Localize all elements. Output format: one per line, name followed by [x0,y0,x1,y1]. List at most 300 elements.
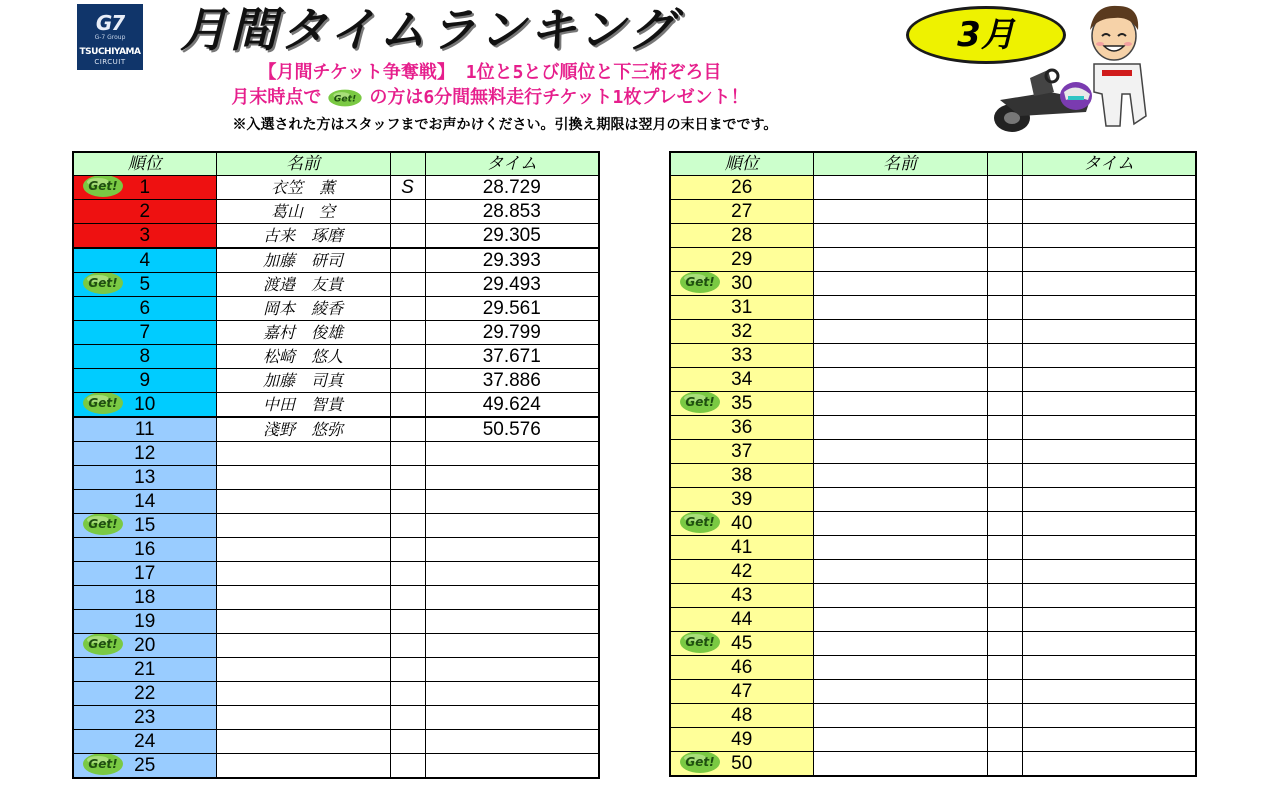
get-badge-icon [678,512,722,536]
rank-cell [670,512,813,536]
column-header-name: 名前 [216,152,390,176]
rank-number: 46 [731,656,753,678]
tsuchiyama-circuit-logo [77,4,143,70]
rank-cell [670,704,813,728]
name-cell [813,680,987,704]
name-cell: 嘉村 俊雄 [216,321,390,345]
name-cell [216,514,390,538]
get-badge-text: Get! [88,757,118,771]
rank-cell [670,272,813,296]
time-cell [1022,392,1196,416]
table-row [73,754,599,779]
rank-cell [73,224,216,249]
table-row [73,176,599,200]
flag-cell [987,224,1022,248]
table-row [73,248,599,273]
get-badge-icon [81,273,125,297]
time-cell [425,586,599,610]
name-cell [813,632,987,656]
flag-cell [390,586,425,610]
column-header-time: タイム [1022,152,1196,176]
rank-cell [73,514,216,538]
name-cell [813,224,987,248]
rank-cell [670,536,813,560]
rank-number: 42 [731,560,753,582]
name-cell: 加藤 研司 [216,248,390,273]
name-cell [216,658,390,682]
table-row [670,752,1196,777]
get-badge-icon [81,634,125,658]
name-cell [813,464,987,488]
rank-cell [73,297,216,321]
name-cell [216,610,390,634]
flag-cell [390,200,425,224]
table-row [670,272,1196,296]
table-row [73,538,599,562]
rank-number: 26 [731,176,753,198]
flag-cell [987,368,1022,392]
time-cell: 37.671 [425,345,599,369]
get-badge-icon [81,754,125,778]
ranking-table-26-50 [669,151,1197,777]
time-cell [425,562,599,586]
rank-number: 8 [139,345,151,367]
time-cell [425,754,599,779]
table-row [670,416,1196,440]
rank-cell [670,176,813,200]
time-cell [425,514,599,538]
flag-cell [987,176,1022,200]
rank-cell [670,200,813,224]
flag-cell [390,273,425,297]
rank-cell [73,490,216,514]
time-cell [1022,344,1196,368]
table-row [73,706,599,730]
time-cell [425,682,599,706]
time-cell [1022,416,1196,440]
time-cell [1022,320,1196,344]
time-cell [1022,296,1196,320]
time-cell: 29.493 [425,273,599,297]
get-badge-text: Get! [88,396,118,410]
rank-cell [670,440,813,464]
get-badge-icon [81,393,125,417]
rank-number: 11 [134,418,155,440]
get-badge-icon [678,632,722,656]
rank-number: 31 [731,296,753,318]
name-cell [813,320,987,344]
table-row [670,488,1196,512]
time-cell [1022,224,1196,248]
name-cell [813,368,987,392]
time-cell [1022,632,1196,656]
flag-cell [390,706,425,730]
time-cell [1022,464,1196,488]
table-header-row [73,152,599,176]
rank-cell [73,634,216,658]
rank-cell [73,706,216,730]
kart-driver-mascot-icon [990,0,1160,134]
rank-number: 1 [139,176,151,198]
table-row [73,658,599,682]
name-cell [216,682,390,706]
name-cell [216,538,390,562]
rank-number: 14 [134,490,156,512]
time-cell: 49.624 [425,393,599,418]
table-row [670,632,1196,656]
name-cell: 渡邉 友貴 [216,273,390,297]
rank-number: 21 [134,658,156,680]
rank-number: 15 [134,514,156,536]
table-row [73,393,599,418]
flag-cell [987,392,1022,416]
flag-cell [390,634,425,658]
column-header-rank: 順位 [73,152,216,176]
table-row [670,464,1196,488]
name-cell: 淺野 悠弥 [216,417,390,442]
name-cell [813,536,987,560]
flag-cell [390,658,425,682]
flag-cell [390,682,425,706]
flag-cell [987,416,1022,440]
table-row [73,273,599,297]
flag-cell [390,466,425,490]
name-cell: 加藤 司真 [216,369,390,393]
table-row [73,297,599,321]
rank-cell [73,658,216,682]
rank-cell [73,466,216,490]
get-badge-icon [81,176,125,200]
time-cell [425,634,599,658]
rank-cell [670,416,813,440]
ranking-table-1-25 [72,151,600,779]
rank-cell [73,586,216,610]
rank-cell [670,608,813,632]
rank-number: 43 [731,584,753,606]
name-cell [216,754,390,779]
rank-number: 29 [731,248,753,270]
flag-cell [987,320,1022,344]
rank-number: 9 [139,369,151,391]
name-cell [813,584,987,608]
name-cell [813,440,987,464]
rank-number: 6 [139,297,151,319]
get-badge-text: Get! [88,517,118,531]
flag-cell [987,704,1022,728]
flag-cell [987,440,1022,464]
name-cell [216,466,390,490]
time-cell [1022,752,1196,777]
rank-cell [73,562,216,586]
time-cell: 29.393 [425,248,599,273]
table-row [670,656,1196,680]
flag-cell [987,248,1022,272]
name-cell: 松崎 悠人 [216,345,390,369]
flag-cell [390,442,425,466]
table-row [670,608,1196,632]
name-cell [813,296,987,320]
rank-cell [670,584,813,608]
name-cell [813,416,987,440]
time-cell [425,658,599,682]
rank-number: 12 [134,442,156,464]
rank-number: 24 [134,730,156,752]
get-badge-icon [678,272,722,296]
time-cell: 28.729 [425,176,599,200]
flag-cell [987,296,1022,320]
time-cell [1022,680,1196,704]
rank-number: 47 [731,680,753,702]
get-badge-icon [325,88,365,108]
get-badge-icon [678,752,722,776]
flag-cell [390,369,425,393]
flag-cell [987,272,1022,296]
flag-cell [987,680,1022,704]
name-cell: 中田 智貴 [216,393,390,418]
flag-cell: S [390,176,425,200]
rank-number: 3 [139,224,151,246]
time-cell [1022,512,1196,536]
rank-cell [73,321,216,345]
rank-cell [73,610,216,634]
flag-cell [987,632,1022,656]
name-cell: 岡本 綾香 [216,297,390,321]
rank-cell [670,296,813,320]
flag-cell [390,610,425,634]
flag-cell [390,514,425,538]
flag-cell [390,730,425,754]
time-cell [1022,368,1196,392]
rank-number: 38 [731,464,753,486]
rank-cell [670,680,813,704]
rank-cell [670,752,813,777]
rank-number: 19 [134,610,156,632]
time-cell [425,466,599,490]
name-cell [216,442,390,466]
table-row [670,512,1196,536]
rank-cell [670,632,813,656]
name-cell [813,560,987,584]
table-header-row [670,152,1196,176]
name-cell [813,200,987,224]
table-row [73,345,599,369]
table-row [73,730,599,754]
rank-cell [670,224,813,248]
flag-cell [390,345,425,369]
get-badge-text: Get! [685,275,715,289]
get-badge-text: Get! [685,755,715,769]
table-row [670,248,1196,272]
table-row [670,680,1196,704]
rank-number: 34 [731,368,753,390]
time-cell: 29.799 [425,321,599,345]
flag-cell [987,464,1022,488]
name-cell [813,656,987,680]
table-row [670,560,1196,584]
table-row [670,536,1196,560]
time-cell [1022,536,1196,560]
rank-cell [73,393,216,418]
table-row [670,176,1196,200]
rank-cell [73,538,216,562]
rank-cell [670,728,813,752]
flag-cell [987,752,1022,777]
column-header-name: 名前 [813,152,987,176]
rank-cell [73,682,216,706]
rank-cell [670,392,813,416]
rank-number: 10 [134,393,156,415]
rank-cell [73,417,216,442]
get-badge-icon [678,392,722,416]
table-row [670,224,1196,248]
time-cell [1022,608,1196,632]
get-badge-text: Get! [88,276,118,290]
flag-cell [987,488,1022,512]
table-row [73,562,599,586]
rank-number: 33 [731,344,753,366]
column-header-flag [987,152,1022,176]
table-row [670,344,1196,368]
flag-cell [987,728,1022,752]
table-row [670,320,1196,344]
rank-cell [73,248,216,273]
time-cell: 37.886 [425,369,599,393]
name-cell [216,490,390,514]
rank-number: 16 [134,538,156,560]
rank-number: 7 [139,321,151,343]
name-cell [216,634,390,658]
time-cell [1022,704,1196,728]
rank-cell [73,369,216,393]
get-badge-text: Get! [334,93,357,105]
rank-number: 37 [731,440,753,462]
name-cell [813,704,987,728]
table-row [73,682,599,706]
promo-line-2-before: 月末時点で [231,87,322,108]
rank-cell [73,754,216,779]
time-cell [1022,176,1196,200]
time-cell: 29.561 [425,297,599,321]
logo-group: G-7 Group [94,34,126,41]
rank-cell [670,488,813,512]
rank-number: 18 [134,586,156,608]
column-header-flag [390,152,425,176]
time-cell [1022,200,1196,224]
name-cell [216,586,390,610]
time-cell [425,490,599,514]
name-cell: 葛山 空 [216,200,390,224]
time-cell [425,730,599,754]
month-label: 3月 [957,15,1015,55]
rank-cell [73,176,216,200]
flag-cell [390,393,425,418]
rank-number: 4 [139,249,151,271]
time-cell: 29.305 [425,224,599,249]
page-title: 月間タイムランキング [180,3,678,58]
name-cell [813,752,987,777]
table-row [670,392,1196,416]
flag-cell [390,490,425,514]
name-cell: 古来 琢磨 [216,224,390,249]
name-cell [216,706,390,730]
get-badge-icon [81,514,125,538]
rank-cell [73,345,216,369]
rank-cell [73,730,216,754]
flag-cell [390,754,425,779]
rank-cell [73,273,216,297]
flag-cell [390,562,425,586]
flag-cell [987,344,1022,368]
table-row [73,466,599,490]
rank-number: 13 [134,466,156,488]
get-badge-text: Get! [685,515,715,529]
flag-cell [390,248,425,273]
time-cell [1022,248,1196,272]
name-cell [813,344,987,368]
promo-line-2-after: の方は6分間無料走行チケット1枚プレゼント！ [369,87,749,108]
flag-cell [390,417,425,442]
flag-cell [390,538,425,562]
table-row [670,704,1196,728]
name-cell [813,608,987,632]
time-cell: 50.576 [425,417,599,442]
rank-number: 39 [731,488,753,510]
flag-cell [390,321,425,345]
table-row [670,368,1196,392]
name-cell [216,562,390,586]
rank-cell [670,344,813,368]
name-cell [216,730,390,754]
table-row [670,440,1196,464]
table-row [73,369,599,393]
flag-cell [987,200,1022,224]
time-cell [425,706,599,730]
time-cell [1022,272,1196,296]
time-cell [1022,440,1196,464]
logo-circuit: CIRCUIT [94,58,126,66]
rank-number: 32 [731,320,753,342]
flag-cell [390,297,425,321]
rank-number: 25 [134,754,156,776]
flag-cell [987,608,1022,632]
flag-cell [987,584,1022,608]
rank-number: 20 [134,634,156,656]
name-cell [813,248,987,272]
rank-cell [670,320,813,344]
table-row [73,224,599,249]
rank-cell [670,464,813,488]
promo-line-2 [0,86,980,110]
rank-number: 44 [731,608,753,630]
rank-number: 30 [731,272,753,294]
name-cell [813,392,987,416]
logo-mark: G7 [95,11,125,35]
name-cell [813,272,987,296]
rank-number: 17 [134,562,156,584]
get-badge-text: Get! [685,395,715,409]
column-header-rank: 順位 [670,152,813,176]
time-cell [1022,728,1196,752]
rank-cell [670,248,813,272]
rank-number: 36 [731,416,753,438]
flag-cell [987,512,1022,536]
flag-cell [987,656,1022,680]
table-row [73,634,599,658]
table-row [73,417,599,442]
time-cell [1022,488,1196,512]
table-row [73,514,599,538]
rank-number: 50 [731,752,753,774]
